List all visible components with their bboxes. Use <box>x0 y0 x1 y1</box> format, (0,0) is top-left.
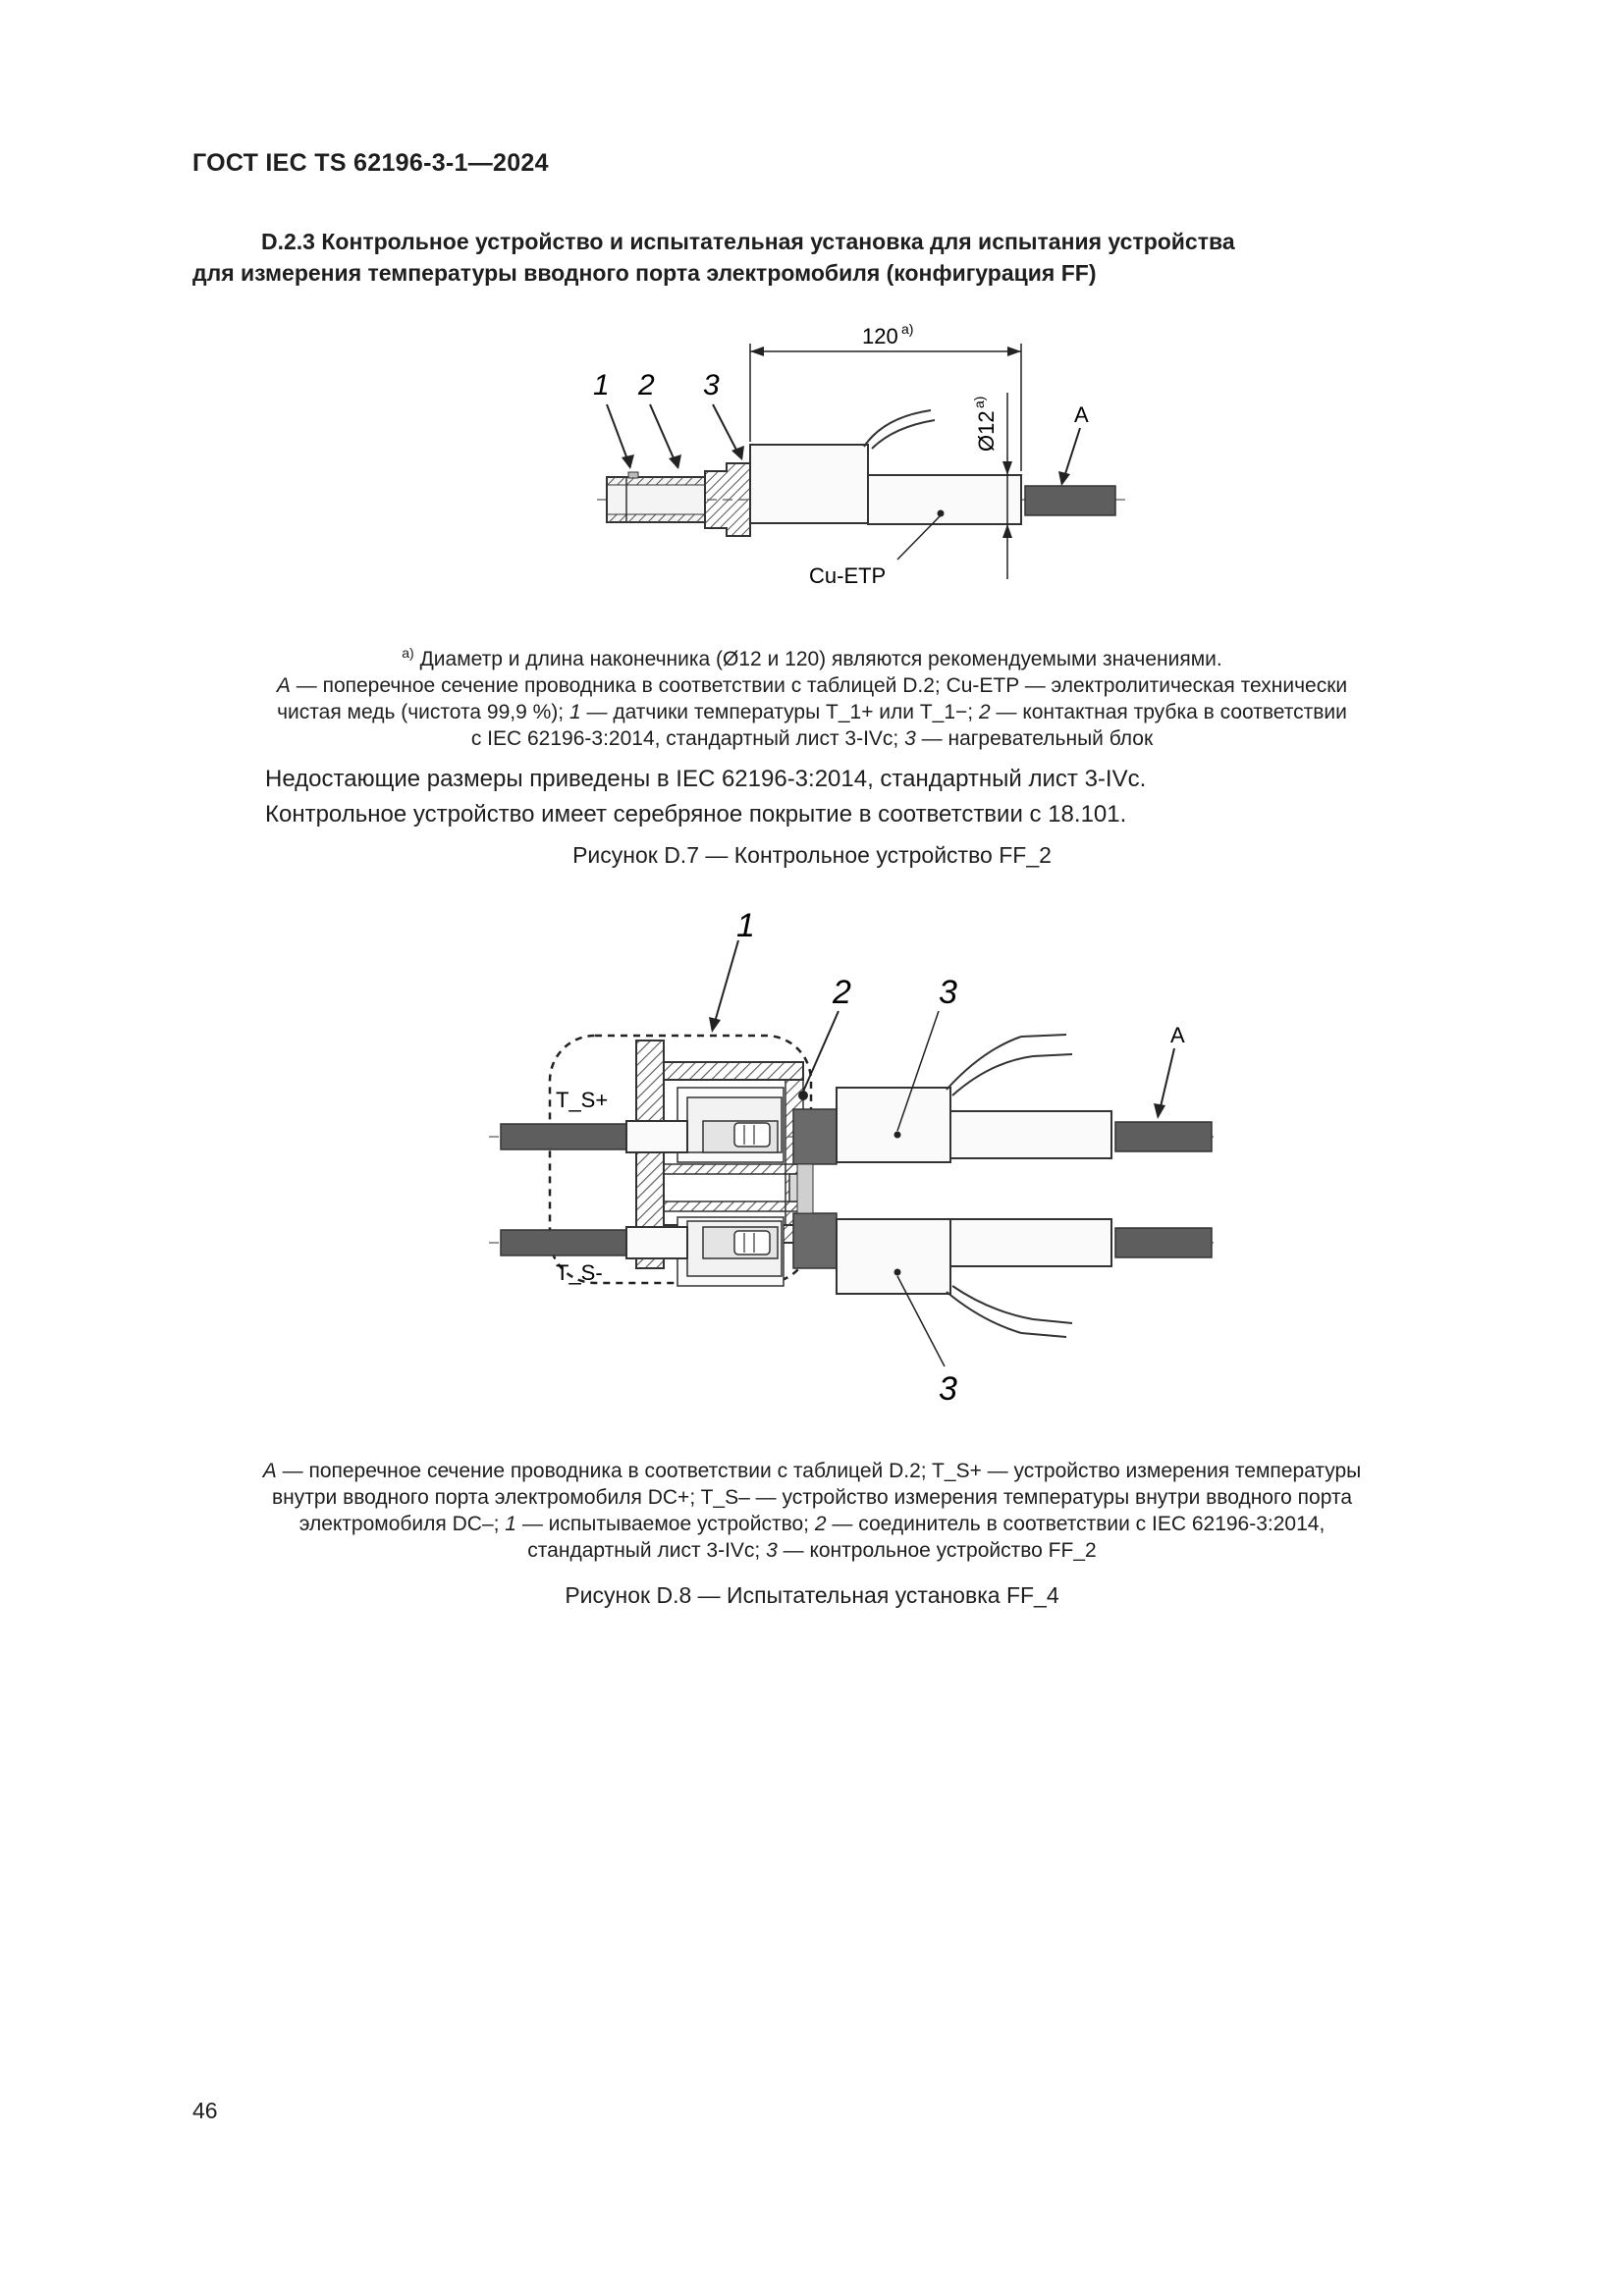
figure-d7-notes <box>0 640 1624 752</box>
d7-legend-line-2: чистая медь (чистота 99,9 %); 1 — датчики температуры T_1+ или T_1−; 2 — контактная трубка в соответствии <box>277 701 1347 723</box>
d8-legend-line-4: стандартный лист 3-IVc; 3 — контрольное устройство FF_2 <box>527 1539 1097 1562</box>
d8-ts-minus-bushing <box>626 1227 687 1258</box>
d7-label-diameter-sup: a) <box>971 396 987 408</box>
d8-label-ts-minus: T_S- <box>556 1260 603 1285</box>
d7-label-length: 120 <box>862 324 898 348</box>
section-title <box>192 226 1371 289</box>
d7-label-diameter: Ø12 <box>974 410 999 452</box>
paragraph-line-2: Контрольное устройство имеет серебряное покрытие в соответствии с 18.101. <box>265 801 1127 828</box>
d7-label-1: 1 <box>593 369 610 401</box>
d8-legend-line-1: A — поперечное сечение проводника в соответствии с таблицей D.2; T_S+ — устройство измерения температуры <box>262 1460 1362 1482</box>
document-number-header: ГОСТ IEC TS 62196-3-1—2024 <box>192 149 549 177</box>
d8-conductor-a-top <box>1115 1122 1212 1151</box>
d8-ts-plus-bushing <box>626 1121 687 1152</box>
figure-d8-drawing <box>0 913 1624 1423</box>
d8-label-3-top: 3 <box>939 974 957 1011</box>
d8-connector <box>793 1091 837 1268</box>
d7-legend-line-3: с IEC 62196-3:2014, стандартный лист 3-IVc; 3 — нагревательный блок <box>470 727 1154 750</box>
figure-d8-svg <box>0 913 1624 1423</box>
d8-conductor-a-bottom <box>1115 1228 1212 1257</box>
d8-label-a: A <box>1170 1023 1185 1047</box>
page-number: 46 <box>192 2098 218 2123</box>
d7-label-length-sup: a) <box>901 321 914 337</box>
d8-leader-2 <box>803 1011 839 1092</box>
d8-contact-bottom <box>677 1217 784 1286</box>
d7-footnote: $^{a)}$ Диаметр и длина наконечника (Ø12 и 120) являются рекомендуемыми значениями. <box>402 645 1222 670</box>
d7-copper-tip <box>868 475 1021 524</box>
d7-label-material: Cu-ETP <box>809 563 887 588</box>
figure-d7-caption: Рисунок D.7 — Контрольное устройство FF_2 <box>572 842 1052 868</box>
d8-legend-line-2: внутри вводного порта электромобиля DC+; T_S– — устройство измерения температуры внутри вводного порта <box>271 1486 1353 1509</box>
paragraph-line-1: Недостающие размеры приведены в IEC 62196-3:2014, стандартный лист 3-IVc. <box>265 766 1147 792</box>
figure-d7-drawing <box>0 314 1624 609</box>
figure-d7-paragraph <box>265 762 1443 832</box>
d7-collar <box>705 463 750 536</box>
d7-label-2: 2 <box>638 369 655 401</box>
section-title-line-1: D.2.3 Контрольное устройство и испытательная установка для испытания устройства <box>261 229 1235 254</box>
figure-d8-notes <box>0 1458 1624 1564</box>
d8-label-2: 2 <box>833 974 851 1011</box>
d8-label-1: 1 <box>736 913 755 944</box>
d8-reference-device-top <box>837 1035 1111 1162</box>
d8-legend-line-3: электромобиля DC–; 1 — испытываемое устройство; 2 — соединитель в соответствии с IEC 62196-3:2014, <box>298 1513 1326 1535</box>
d7-legend-line-1: A — поперечное сечение проводника в соответствии с таблицей D.2; Cu-ETP — электролитическая технически <box>276 674 1348 697</box>
d8-label-ts-plus: T_S+ <box>556 1088 609 1112</box>
d7-label-3: 3 <box>703 369 720 401</box>
d8-ts-plus-conductor <box>501 1124 626 1149</box>
d7-contact-tube <box>607 472 705 522</box>
d8-ts-minus-conductor <box>501 1230 626 1255</box>
d7-wire <box>864 410 931 447</box>
d7-label-a: A <box>1074 402 1089 427</box>
figure-d7-svg <box>0 314 1624 609</box>
d7-heating-block <box>750 445 868 523</box>
section-title-line-2: для измерения температуры вводного порта электромобиля (конфигурация FF) <box>192 260 1097 286</box>
d8-leader-1 <box>713 940 738 1029</box>
d7-conductor-a <box>1025 486 1115 515</box>
d8-reference-device-bottom <box>837 1219 1111 1337</box>
d8-contact-top <box>677 1088 784 1162</box>
d7-wire <box>872 420 935 449</box>
figure-d8-caption: Рисунок D.8 — Испытательная установка FF_4 <box>565 1582 1059 1608</box>
d8-label-3-bottom: 3 <box>939 1370 957 1408</box>
